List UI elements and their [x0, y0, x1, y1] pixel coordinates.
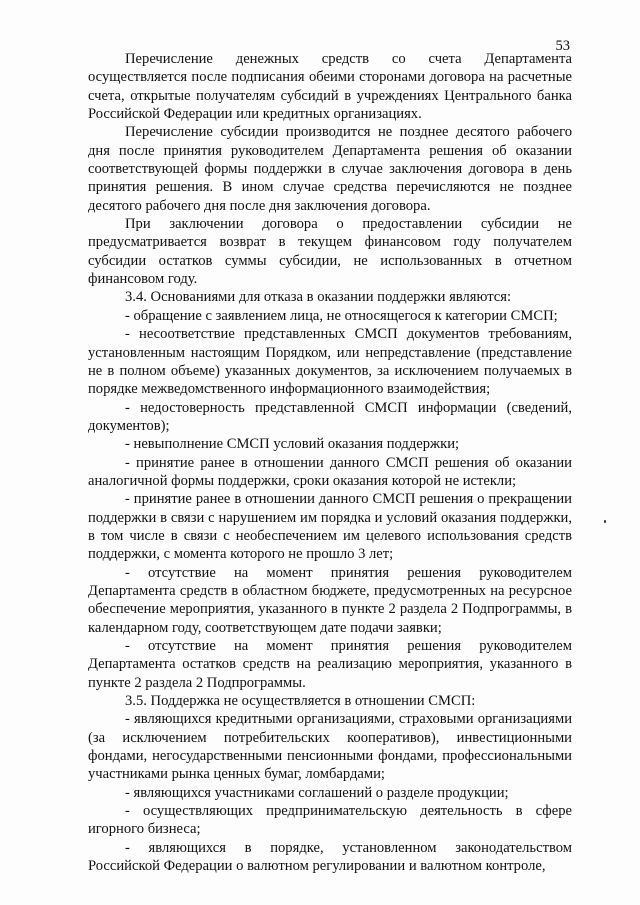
- exclusion-item: - осуществляющих предпринимательскую деятельность в сфере игорного бизнеса;: [88, 803, 572, 838]
- paragraph-transfer-funds: Перечисление денежных средств со счета Департамента осуществляется после подписания обеими сторонами договора на расчетные счета, открытые получателям субсидий в учреждениях Центрального банка Российской Федерации или кредитных организациях.: [88, 51, 572, 123]
- section-3-5-heading: 3.5. Поддержка не осуществляется в отношении СМСП:: [125, 693, 476, 710]
- refusal-reason-item: - обращение с заявлением лица, не относящегося к категории СМСП;: [125, 307, 558, 324]
- scan-speck: [604, 520, 606, 523]
- exclusion-item: - являющихся в порядке, установленном законодательством Российской Федерации о валютном регулировании и валютном контроле,: [88, 839, 572, 875]
- page-number: 53: [555, 38, 570, 54]
- paragraph-no-refund: При заключении договора о предоставлении субсидии не предусматривается возврат в текущем финансовом году получателем субсидии остатков суммы субсидии, не использованных в отчетном финансовом году.: [88, 216, 572, 288]
- refusal-reason-item: - недостоверность представленной СМСП информации (сведений, документов);: [88, 399, 572, 434]
- document-body: [88, 50, 572, 875]
- section-3-4-heading: 3.4. Основаниями для отказа в оказании поддержки являются:: [125, 289, 512, 306]
- refusal-reason-item: - несоответствие представленных СМСП документов требованиям, установленным настоящим Порядком, или непредставление (представление не в полном объеме) указанных документов, за исключением получаемых в порядке межведомственного информационного взаимодействия;: [88, 326, 572, 398]
- exclusion-item: - являющихся участниками соглашений о разделе продукции;: [125, 784, 509, 801]
- refusal-reason-item: - отсутствие на момент принятия решения руководителем Департамента средств в областном бюджете, предусмотренных на ресурсное обеспечение мероприятия, указанного в пункте 2 раздела 2 Подпрограммы, в календарном году, соответствующем дате подачи заявки;: [88, 564, 572, 636]
- refusal-reason-item: - невыполнение СМСП условий оказания поддержки;: [125, 436, 460, 453]
- refusal-reason-item: - принятие ранее в отношении данного СМСП решения о прекращении поддержки в связи с нарушением им порядка и условий оказания поддержки, в том числе в связи с необеспечением им целевого использования средств поддержки, с момента которого не прошло 3 лет;: [88, 491, 572, 563]
- refusal-reason-item: - отсутствие на момент принятия решения руководителем Департамента остатков средств на реализацию мероприятия, указанного в пункте 2 раздела 2 Подпрограммы.: [88, 638, 572, 691]
- exclusion-item: - являющихся кредитными организациями, страховыми организациями (за исключением потребительских кооперативов), инвестиционными фондами, негосударственными пенсионными фондами, профессиональными участниками рынка ценных бумаг, ломбардами;: [88, 711, 572, 783]
- refusal-reason-item: - принятие ранее в отношении данного СМСП решения об оказании аналогичной формы поддержки, сроки оказания которой не истекли;: [88, 454, 572, 489]
- paragraph-transfer-deadline: Перечисление субсидии производится не позднее десятого рабочего дня после принятия руководителем Департамента решения об оказании соответствующей формы поддержки в случае заключения договора в день принятия решения. В ином случае средства перечисляются не позднее десятого рабочего дня после дня заключения договора.: [88, 124, 572, 214]
